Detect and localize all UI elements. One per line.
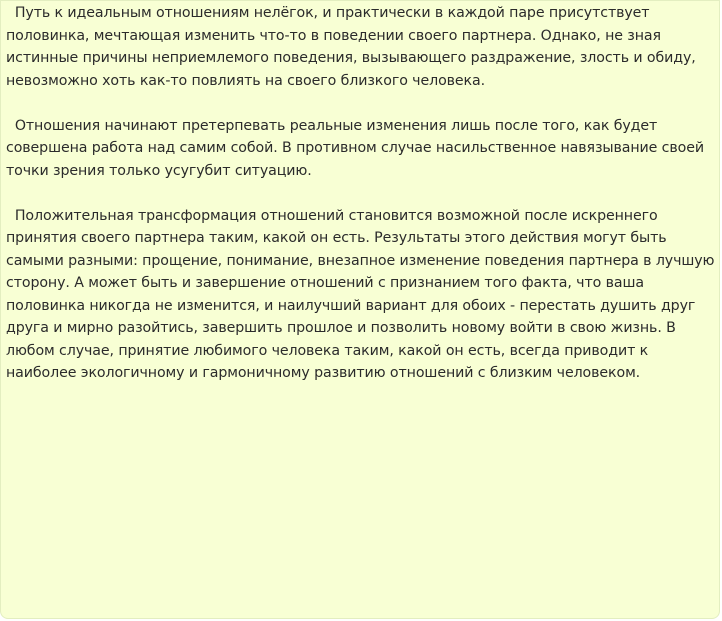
article-paragraph-3: Положительная трансформация отношений становится возможной после искреннего принятия своего партнера таким, какой он есть. Результаты этого действия могут быть самыми разными: прощение, понимание, внезапное изменение поведения партнера в лучшую сторону. А может быть и завершение отношений с признанием того факта, что ваша половинка никогда не изменится, и наилучший вариант для обоих - перестать душить друг друга и мирно разойтись, завершить прошлое и позволить новому войти в свою жизнь. В любом случае, принятие любимого человека таким, какой он есть, всегда приводит к наиболее экологичному и гармоничному развитию отношений с близким человеком. [6, 207, 719, 381]
article-paragraph-2: Отношения начинают претерпевать реальные изменения лишь после того, как будет совершена работа над самим собой. В противном случае насильственное навязывание своей точки зрения только усугубит ситуацию. [6, 117, 709, 179]
article-paragraph-1: Путь к идеальным отношениям нелёгок, и практически в каждой паре присутствует половинка, мечтающая изменить что-то в поведении своего партнера. Однако, не зная истинные причины неприемлемого поведения, вызывающего раздражение, злость и обиду, невозможно хоть как-то повлиять на своего близкого человека. [6, 5, 701, 89]
article-text [6, 2, 718, 407]
